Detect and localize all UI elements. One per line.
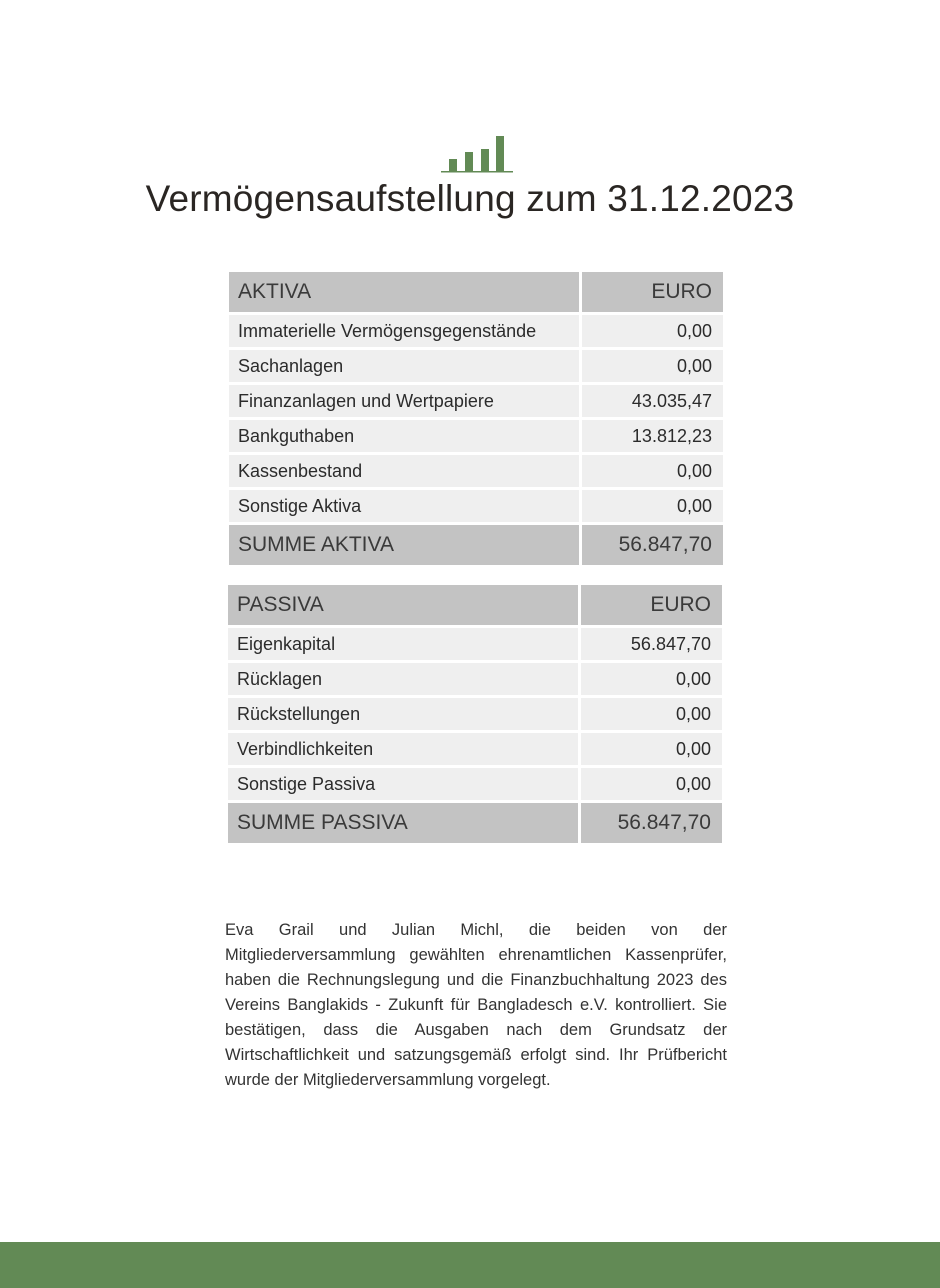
bar-chart-icon [441,134,513,174]
passiva-table [225,582,725,846]
aktiva-sum-label: SUMME AKTIVA [229,525,579,565]
table-row [228,663,722,695]
passiva-header-label: PASSIVA [228,585,578,625]
row-label: Immaterielle Vermögensgegenstände [229,315,579,347]
passiva-header-row [228,585,722,625]
passiva-sum-label: SUMME PASSIVA [228,803,578,843]
row-value: 0,00 [582,315,723,347]
aktiva-header-label: AKTIVA [229,272,579,312]
row-value: 0,00 [581,663,722,695]
row-label: Rücklagen [228,663,578,695]
row-label: Finanzanlagen und Wertpapiere [229,385,579,417]
table-row [229,490,723,522]
table-row [228,733,722,765]
row-value: 0,00 [581,768,722,800]
table-row [229,315,723,347]
aktiva-header-currency: EURO [582,272,723,312]
row-label: Verbindlichkeiten [228,733,578,765]
table-row [229,455,723,487]
row-label: Bankguthaben [229,420,579,452]
row-value: 56.847,70 [581,628,722,660]
row-label: Sonstige Passiva [228,768,578,800]
passiva-sum-value: 56.847,70 [581,803,722,843]
row-label: Sonstige Aktiva [229,490,579,522]
aktiva-sum-value: 56.847,70 [582,525,723,565]
table-row [228,698,722,730]
row-value: 0,00 [582,490,723,522]
aktiva-sum-row [229,525,723,565]
row-value: 0,00 [581,733,722,765]
passiva-header-currency: EURO [581,585,722,625]
aktiva-table [226,269,726,568]
row-value: 0,00 [581,698,722,730]
row-value: 13.812,23 [582,420,723,452]
aktiva-header-row [229,272,723,312]
row-label: Rückstellungen [228,698,578,730]
footer-bar [0,1242,940,1288]
table-row [229,350,723,382]
row-value: 43.035,47 [582,385,723,417]
row-value: 0,00 [582,455,723,487]
row-label: Sachanlagen [229,350,579,382]
passiva-sum-row [228,803,722,843]
row-label: Eigenkapital [228,628,578,660]
page-title: Vermögensaufstellung zum 31.12.2023 [145,178,795,219]
table-row [228,768,722,800]
table-row [229,385,723,417]
row-value: 0,00 [582,350,723,382]
table-row [228,628,722,660]
table-row [229,420,723,452]
audit-paragraph: Eva Grail und Julian Michl, die beiden von der Mitgliederversammlung gewählten ehrenamtlichen Kassenprüfer, haben die Rechnungslegung und die Finanzbuchhaltung 2023 des Vereins Banglakids - Zukunft für Bangladesch e.V. kontrolliert. Sie bestätigen, dass die Ausgaben nach dem Grundsatz der Wirtschaftlichkeit und satzungsgemäß erfolgt sind. Ihr Prüfbericht wurde der Mitgliederversammlung vorgelegt. [225,921,727,1089]
row-label: Kassenbestand [229,455,579,487]
